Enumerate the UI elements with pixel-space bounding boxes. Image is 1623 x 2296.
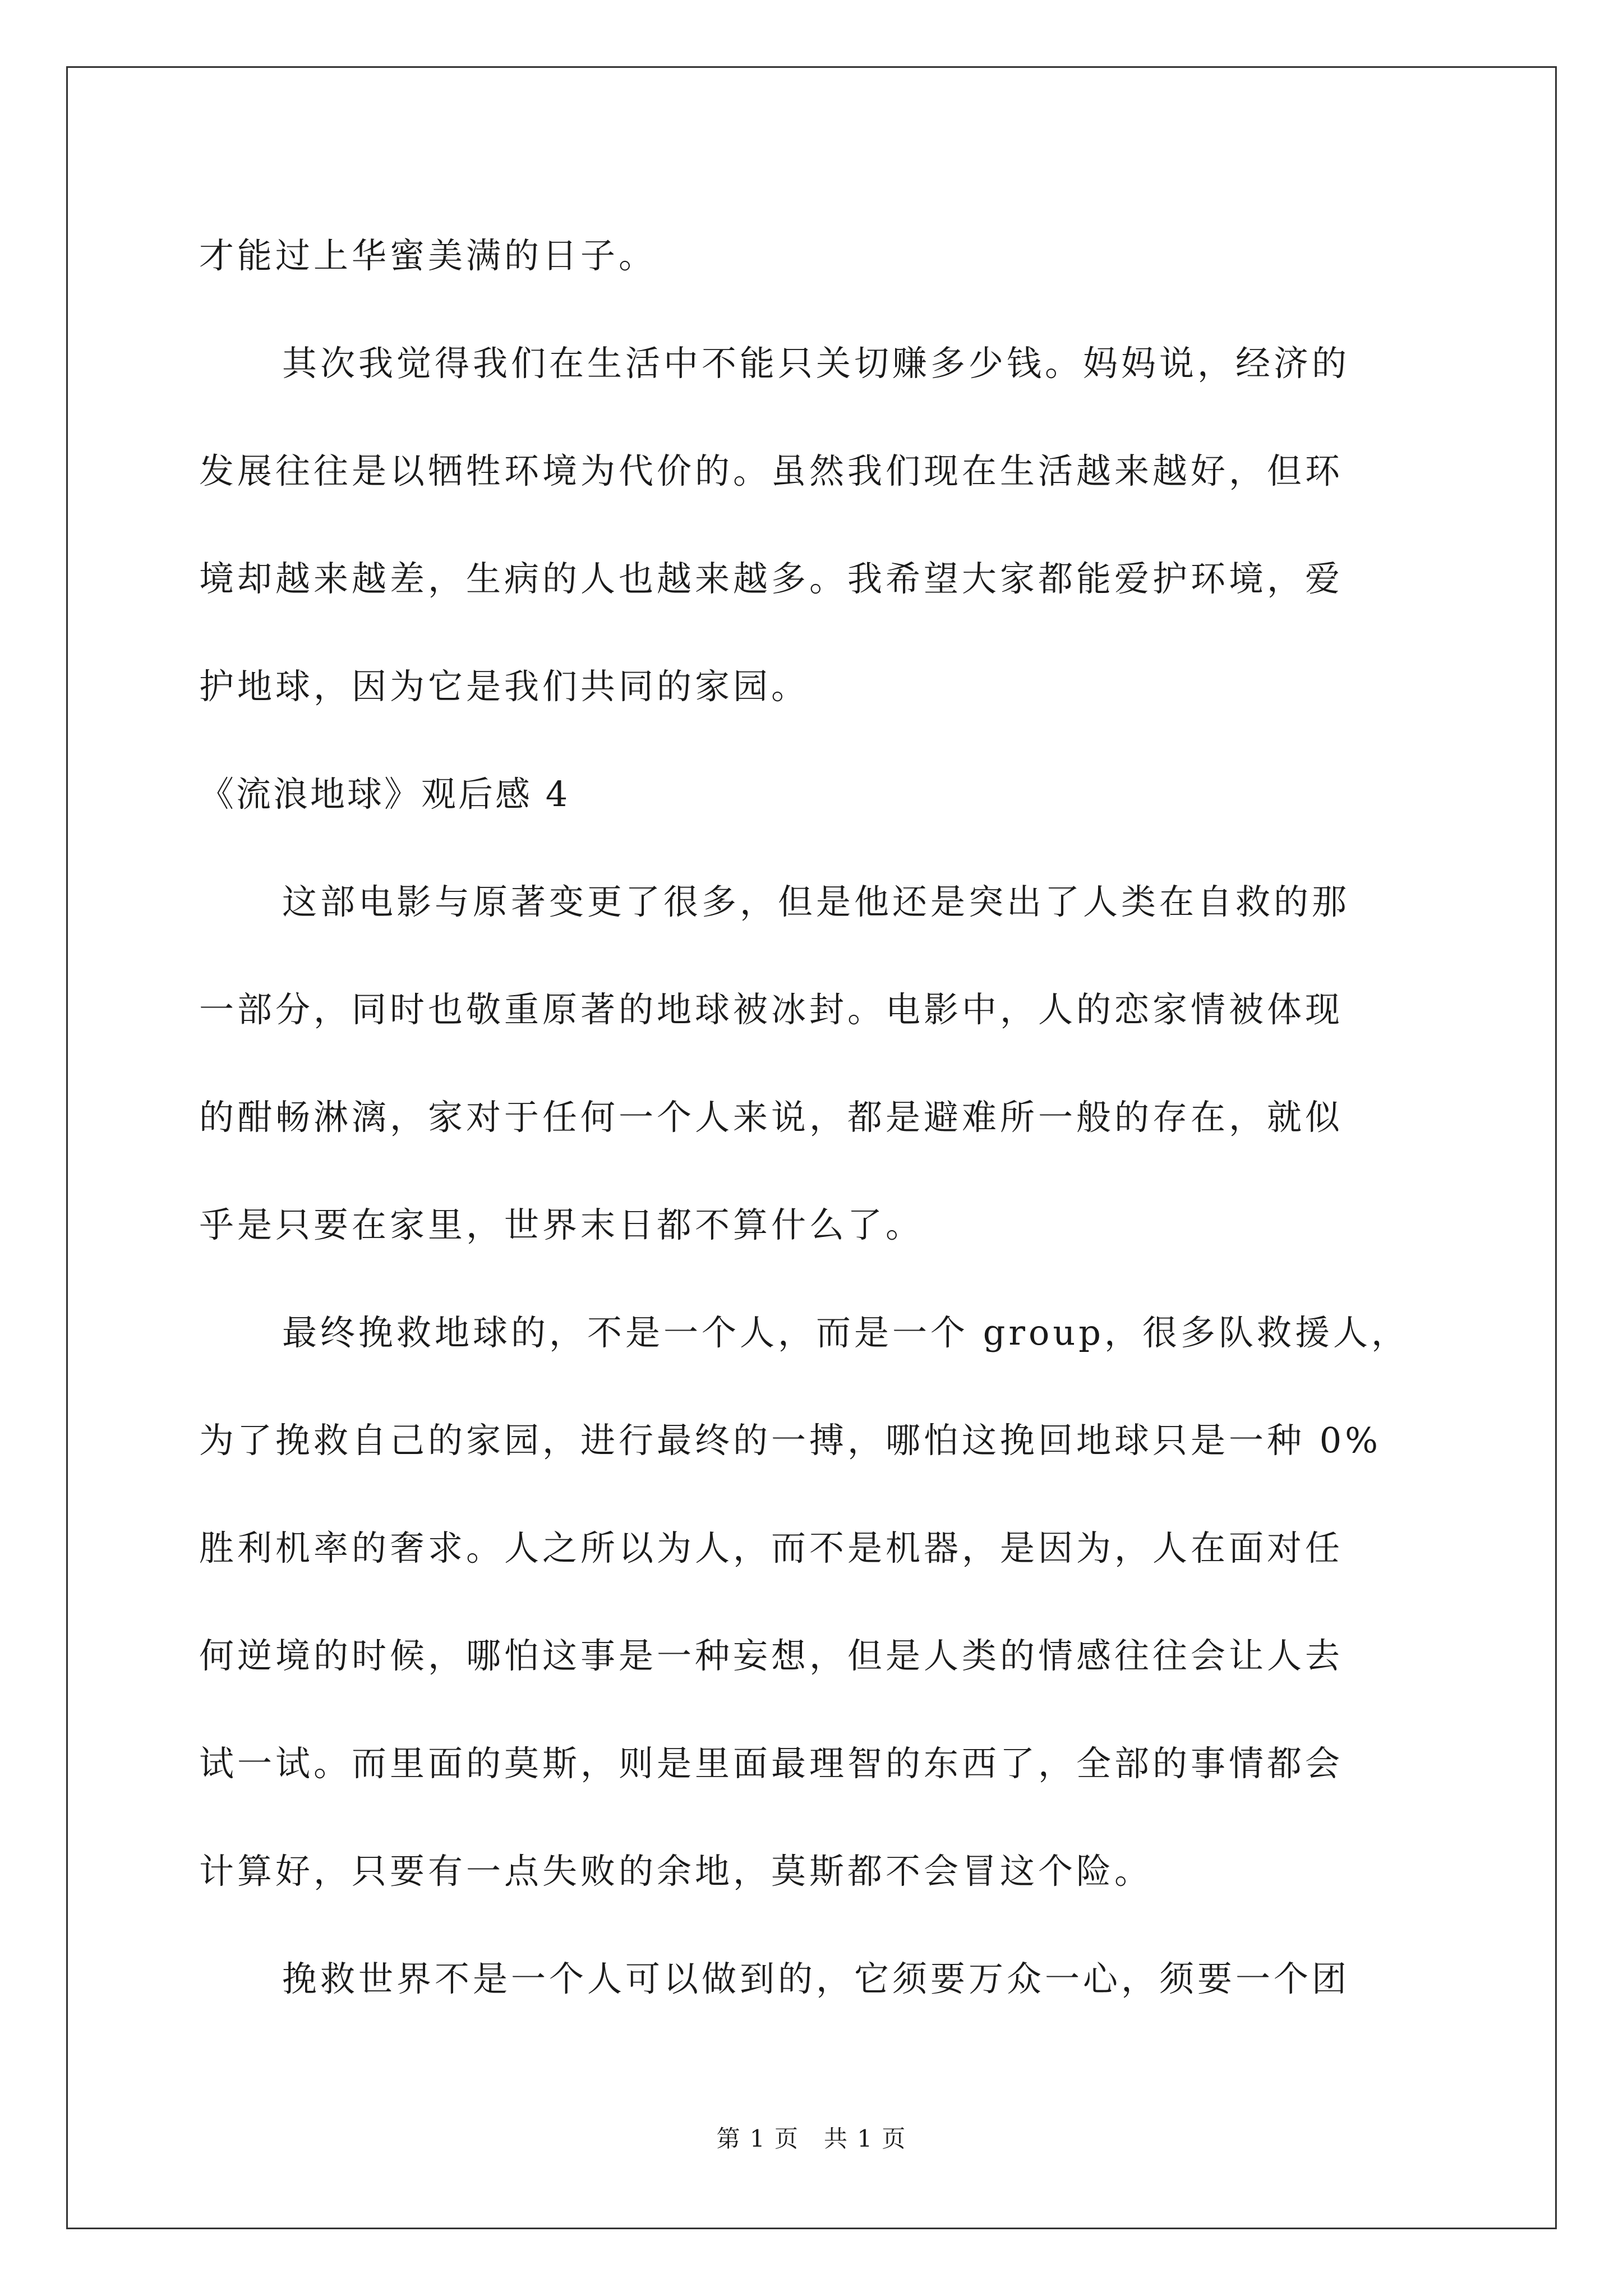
text-line: 为了挽救自己的家园，进行最终的一搏，哪怕这挽回地球只是一种 0% — [199, 1420, 1382, 1461]
text-line: 才能过上华蜜美满的日子。 — [199, 235, 657, 276]
page-number-footer: 第 1 页 共 1 页 — [716, 2125, 907, 2152]
text-line: 胜利机率的奢求。人之所以为人，而不是机器，是因为，人在面对任 — [199, 1527, 1344, 1568]
text-line: 何逆境的时候，哪怕这事是一种妄想，但是人类的情感往往会让人去 — [199, 1635, 1344, 1676]
paragraph-start: 这部电影与原著变更了很多，但是他还是突出了人类在自救的那 — [282, 881, 1350, 922]
document-body — [199, 202, 1455, 2033]
text-line: 乎是只要在家里，世界末日都不算什么了。 — [199, 1204, 924, 1245]
paragraph-start: 其次我觉得我们在生活中不能只关切赚多少钱。妈妈说，经济的 — [282, 343, 1350, 384]
text-line: 发展往往是以牺牲环境为代价的。虽然我们现在生活越来越好，但环 — [199, 450, 1344, 491]
section-heading: 《流浪地球》观后感 4 — [199, 774, 570, 815]
text-line: 境却越来越差，生病的人也越来越多。我希望大家都能爱护环境，爱 — [199, 558, 1344, 599]
text-line: 的酣畅淋漓，家对于任何一个人来说，都是避难所一般的存在，就似 — [199, 1097, 1344, 1138]
text-line: 一部分，同时也敬重原著的地球被冰封。电影中，人的恋家情被体现 — [199, 989, 1344, 1030]
paragraph-start: 最终挽救地球的，不是一个人，而是一个 group，很多队救援人， — [282, 1312, 1409, 1353]
text-line: 计算好，只要有一点失败的余地，莫斯都不会冒这个险。 — [199, 1851, 1153, 1892]
paragraph-start: 挽救世界不是一个人可以做到的，它须要万众一心，须要一个团 — [282, 1958, 1350, 1999]
text-line: 试一试。而里面的莫斯，则是里面最理智的东西了，全部的事情都会 — [199, 1743, 1344, 1784]
text-line: 护地球，因为它是我们共同的家园。 — [199, 666, 810, 707]
